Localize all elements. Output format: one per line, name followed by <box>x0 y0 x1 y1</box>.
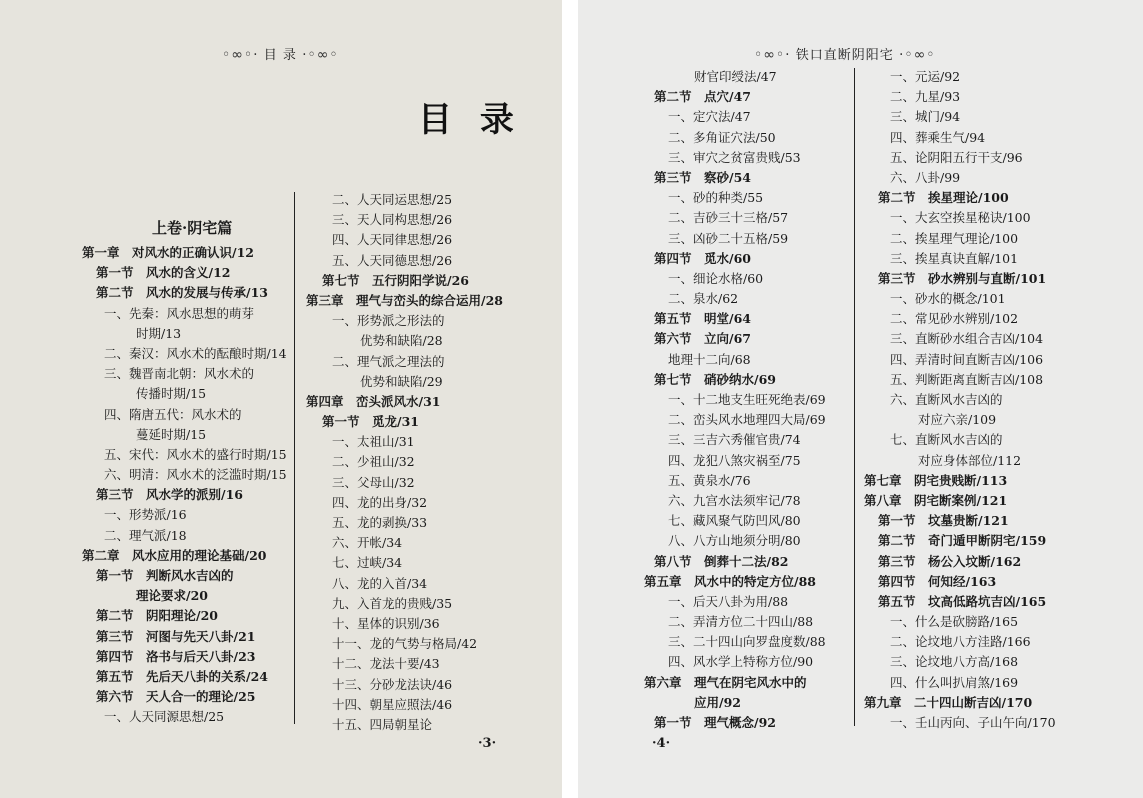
section-entry: 第一节 判断风水吉凶的 <box>96 568 234 583</box>
toc-entry: 六、开帐/34 <box>332 535 403 551</box>
toc-entry: 一、太祖山/31 <box>332 434 415 450</box>
toc-entry: 一、形势派之形法的 <box>332 313 445 329</box>
column-divider <box>294 192 295 724</box>
toc-entry: 五、人天同德思想/26 <box>332 252 453 268</box>
section-entry: 第七节 五行阴阳学说/26 <box>322 272 469 288</box>
toc-entry: 七、过峡/34 <box>332 555 403 571</box>
toc-entry: 蔓延时期/15 <box>136 426 207 442</box>
left-page-header <box>222 44 339 63</box>
section-entry: 第五节 坟高低路坑吉凶/165 <box>878 593 1047 609</box>
toc-entry: 一、砂的种类/55 <box>668 190 764 206</box>
right-ornament-icon: ·◦∞◦ <box>898 47 936 63</box>
chapter-entry: 应用/92 <box>694 694 741 710</box>
toc-entry: 一、人天同源思想/25 <box>104 709 225 725</box>
toc-entry: 三、凶砂二十五格/59 <box>668 230 789 246</box>
section-entry: 第四节 何知经/163 <box>878 573 997 589</box>
section-entry: 第三节 杨公入坟断/162 <box>878 553 1022 569</box>
toc-entry: 三、三吉六秀催官贵/74 <box>668 432 801 448</box>
toc-entry: 十、星体的识别/36 <box>332 615 440 631</box>
left-ornament-icon: ◦∞◦· <box>754 47 791 63</box>
left-page <box>0 0 562 798</box>
toc-entry: 一、形势派/16 <box>104 507 187 523</box>
toc-entry: 优势和缺陷/29 <box>360 373 443 389</box>
toc-entry: 六、九宫水法须牢记/78 <box>668 492 801 508</box>
toc-entry: 四、什么叫扒肩煞/169 <box>890 674 1019 690</box>
toc-entry: 三、魏晋南北朝：风水术的 <box>104 366 255 382</box>
chapter-entry: 第七章 阴宅贵贱断/113 <box>864 472 1008 488</box>
toc-entry: 三、直断砂水组合吉凶/104 <box>890 331 1044 347</box>
toc-entry: 四、弄清时间直断吉凶/106 <box>890 351 1044 367</box>
toc-entry: 时期/13 <box>136 325 182 341</box>
section-entry: 第五节 先后天八卦的关系/24 <box>96 668 268 684</box>
toc-entry: 二、秦汉：风水术的酝酿时期/14 <box>104 345 287 361</box>
section-entry: 第二节 风水的发展与传承/13 <box>96 285 268 301</box>
toc-entry: 四、葬乘生气/94 <box>890 129 986 145</box>
chapter-entry: 第二章 风水应用的理论基础/20 <box>82 547 267 563</box>
section-entry: 第二节 奇门遁甲断阴宅/159 <box>878 533 1047 549</box>
section-entry: 第四节 洛书与后天八卦/23 <box>96 648 256 664</box>
toc-entry: 四、龙的出身/32 <box>332 494 428 510</box>
section-entry: 第二节 挨星理论/100 <box>878 190 1009 206</box>
toc-entry: 三、挨星真诀直解/101 <box>890 250 1019 266</box>
toc-entry: 一、细论水格/60 <box>668 270 764 286</box>
toc-entry: 三、审穴之贫富贵贱/53 <box>668 149 801 165</box>
right-page-header <box>754 44 936 63</box>
section-entry: 第七节 硝砂纳水/69 <box>654 371 776 387</box>
section-entry: 第三节 察砂/54 <box>654 169 751 185</box>
toc-column-2 <box>864 67 1056 733</box>
left-ornament-icon: ◦∞◦· <box>222 47 259 63</box>
toc-entry: 五、宋代：风水术的盛行时期/15 <box>104 446 287 462</box>
toc-entry: 三、二十四山向罗盘度数/88 <box>668 634 826 650</box>
section-entry: 第五节 明堂/64 <box>654 311 751 327</box>
toc-entry: 二、峦头风水地理四大局/69 <box>668 412 826 428</box>
toc-entry: 二、论坟地八方洼路/166 <box>890 634 1031 650</box>
toc-entry: 十三、分砂龙法诀/46 <box>332 676 453 692</box>
toc-entry: 七、藏风聚气防凹风/80 <box>668 513 801 529</box>
section-entry: 第三节 风水学的派别/16 <box>96 487 243 503</box>
section-entry: 第四节 觅水/60 <box>654 250 751 266</box>
toc-entry: 一、砂水的概念/101 <box>890 291 1006 307</box>
section-entry: 第一节 坟墓贵断/121 <box>878 513 1009 529</box>
toc-entry: 二、常见砂水辨别/102 <box>890 311 1019 327</box>
toc-entry: 八、龙的入首/34 <box>332 575 428 591</box>
toc-entry: 四、隋唐五代：风水术的 <box>104 406 242 422</box>
toc-entry: 三、论坟地八方高/168 <box>890 654 1019 670</box>
chapter-entry: 第五章 风水中的特定方位/88 <box>644 573 816 589</box>
toc-entry: 二、理气派之理法的 <box>332 353 445 369</box>
toc-entry: 对应六亲/109 <box>918 412 997 428</box>
toc-entry: 二、少祖山/32 <box>332 454 415 470</box>
chapter-entry: 第三章 理气与峦头的综合运用/28 <box>306 292 503 308</box>
page-number: ·4· <box>652 736 671 751</box>
toc-entry: 二、泉水/62 <box>668 291 739 307</box>
toc-entry: 优势和缺陷/28 <box>360 333 443 349</box>
toc-entry: 五、论阴阳五行干支/96 <box>890 149 1023 165</box>
toc-entry: 十五、四局朝星论 <box>332 716 433 732</box>
toc-entry: 五、判断距离直断吉凶/108 <box>890 371 1044 387</box>
section-entry: 第二节 点穴/47 <box>654 89 751 105</box>
toc-entry: 九、入首龙的贵贱/35 <box>332 595 453 611</box>
toc-entry: 一、十二地支生旺死绝表/69 <box>668 392 826 407</box>
toc-entry: 四、风水学上特称方位/90 <box>668 654 814 670</box>
toc-entry: 十二、龙法十要/43 <box>332 656 440 672</box>
left-header-text: 目 录 <box>263 48 297 63</box>
toc-entry: 八、八方山地须分明/80 <box>668 533 801 549</box>
toc-entry: 六、直断风水吉凶的 <box>890 392 1003 407</box>
right-header-text: 铁口直断阴阳宅 <box>795 48 894 63</box>
toc-entry: 七、直断风水吉凶的 <box>890 432 1003 448</box>
toc-title: 目 录 <box>418 100 522 140</box>
chapter-entry: 第八章 阴宅断案例/121 <box>864 492 1008 508</box>
toc-entry: 三、父母山/32 <box>332 474 415 490</box>
toc-entry: 一、定穴法/47 <box>668 109 751 125</box>
section-entry: 第六节 立向/67 <box>654 331 751 347</box>
toc-column-1 <box>644 67 826 733</box>
toc-entry: 传播时期/15 <box>136 386 207 402</box>
toc-entry: 财官印绶法/47 <box>694 69 777 84</box>
chapter-entry: 第一章 对风水的正确认识/12 <box>82 245 254 260</box>
toc-column-2 <box>306 190 503 735</box>
toc-entry: 四、龙犯八煞灾祸至/75 <box>668 452 801 468</box>
section-entry: 第八节 倒葬十二法/82 <box>654 553 789 569</box>
toc-entry: 五、龙的剥换/33 <box>332 515 428 530</box>
toc-entry: 六、明清：风水术的泛滥时期/15 <box>104 467 287 483</box>
chapter-entry: 第六章 理气在阴宅风水中的 <box>644 674 807 690</box>
section-entry: 第三节 河图与先天八卦/21 <box>96 628 256 644</box>
part-title: 上卷·阴宅篇 <box>152 219 233 237</box>
column-divider <box>854 68 855 726</box>
chapter-entry: 第四章 峦头派风水/31 <box>306 393 441 409</box>
section-entry: 第六节 天人合一的理论/25 <box>96 689 256 705</box>
section-entry: 第一节 理气概念/92 <box>654 715 776 730</box>
toc-entry: 六、八卦/99 <box>890 169 961 185</box>
toc-entry: 二、弄清方位二十四山/88 <box>668 614 814 630</box>
right-page <box>578 0 1143 798</box>
chapter-entry: 第九章 二十四山断吉凶/170 <box>864 694 1033 710</box>
section-entry: 第二节 阴阳理论/20 <box>96 608 218 624</box>
toc-entry: 三、城门/94 <box>890 109 961 125</box>
toc-entry: 一、什么是砍膀路/165 <box>890 614 1019 630</box>
toc-entry: 三、天人同构思想/26 <box>332 212 453 228</box>
toc-entry: 一、壬山丙向、子山午向/170 <box>890 715 1056 730</box>
section-entry: 第一节 觅龙/31 <box>322 414 419 430</box>
section-entry: 第一节 风水的含义/12 <box>96 265 231 281</box>
toc-entry: 二、挨星理气理论/100 <box>890 230 1019 246</box>
toc-entry: 地理十二向/68 <box>668 351 751 367</box>
toc-entry: 一、先秦：风水思想的萌芽 <box>104 305 255 321</box>
toc-entry: 二、吉砂三十三格/57 <box>668 210 789 226</box>
toc-column-1 <box>82 213 287 728</box>
toc-entry: 二、人天同运思想/25 <box>332 192 453 207</box>
toc-entry: 四、人天同律思想/26 <box>332 232 453 248</box>
toc-entry: 二、九星/93 <box>890 89 961 105</box>
toc-entry: 十四、朝星应照法/46 <box>332 696 453 712</box>
toc-entry: 一、大玄空挨星秘诀/100 <box>890 210 1031 226</box>
toc-entry: 对应身体部位/112 <box>918 452 1022 468</box>
right-ornament-icon: ·◦∞◦ <box>302 47 339 63</box>
toc-entry: 一、元运/92 <box>890 69 961 84</box>
section-entry: 第三节 砂水辨别与直断/101 <box>878 270 1047 286</box>
toc-entry: 十一、龙的气势与格局/42 <box>332 636 478 652</box>
toc-entry: 一、后天八卦为用/88 <box>668 593 789 609</box>
page-number: ·3· <box>478 736 497 751</box>
toc-entry: 五、黄泉水/76 <box>668 472 751 488</box>
toc-entry: 二、理气派/18 <box>104 527 187 543</box>
toc-entry: 二、多角证穴法/50 <box>668 129 776 145</box>
section-entry: 理论要求/20 <box>136 588 208 604</box>
